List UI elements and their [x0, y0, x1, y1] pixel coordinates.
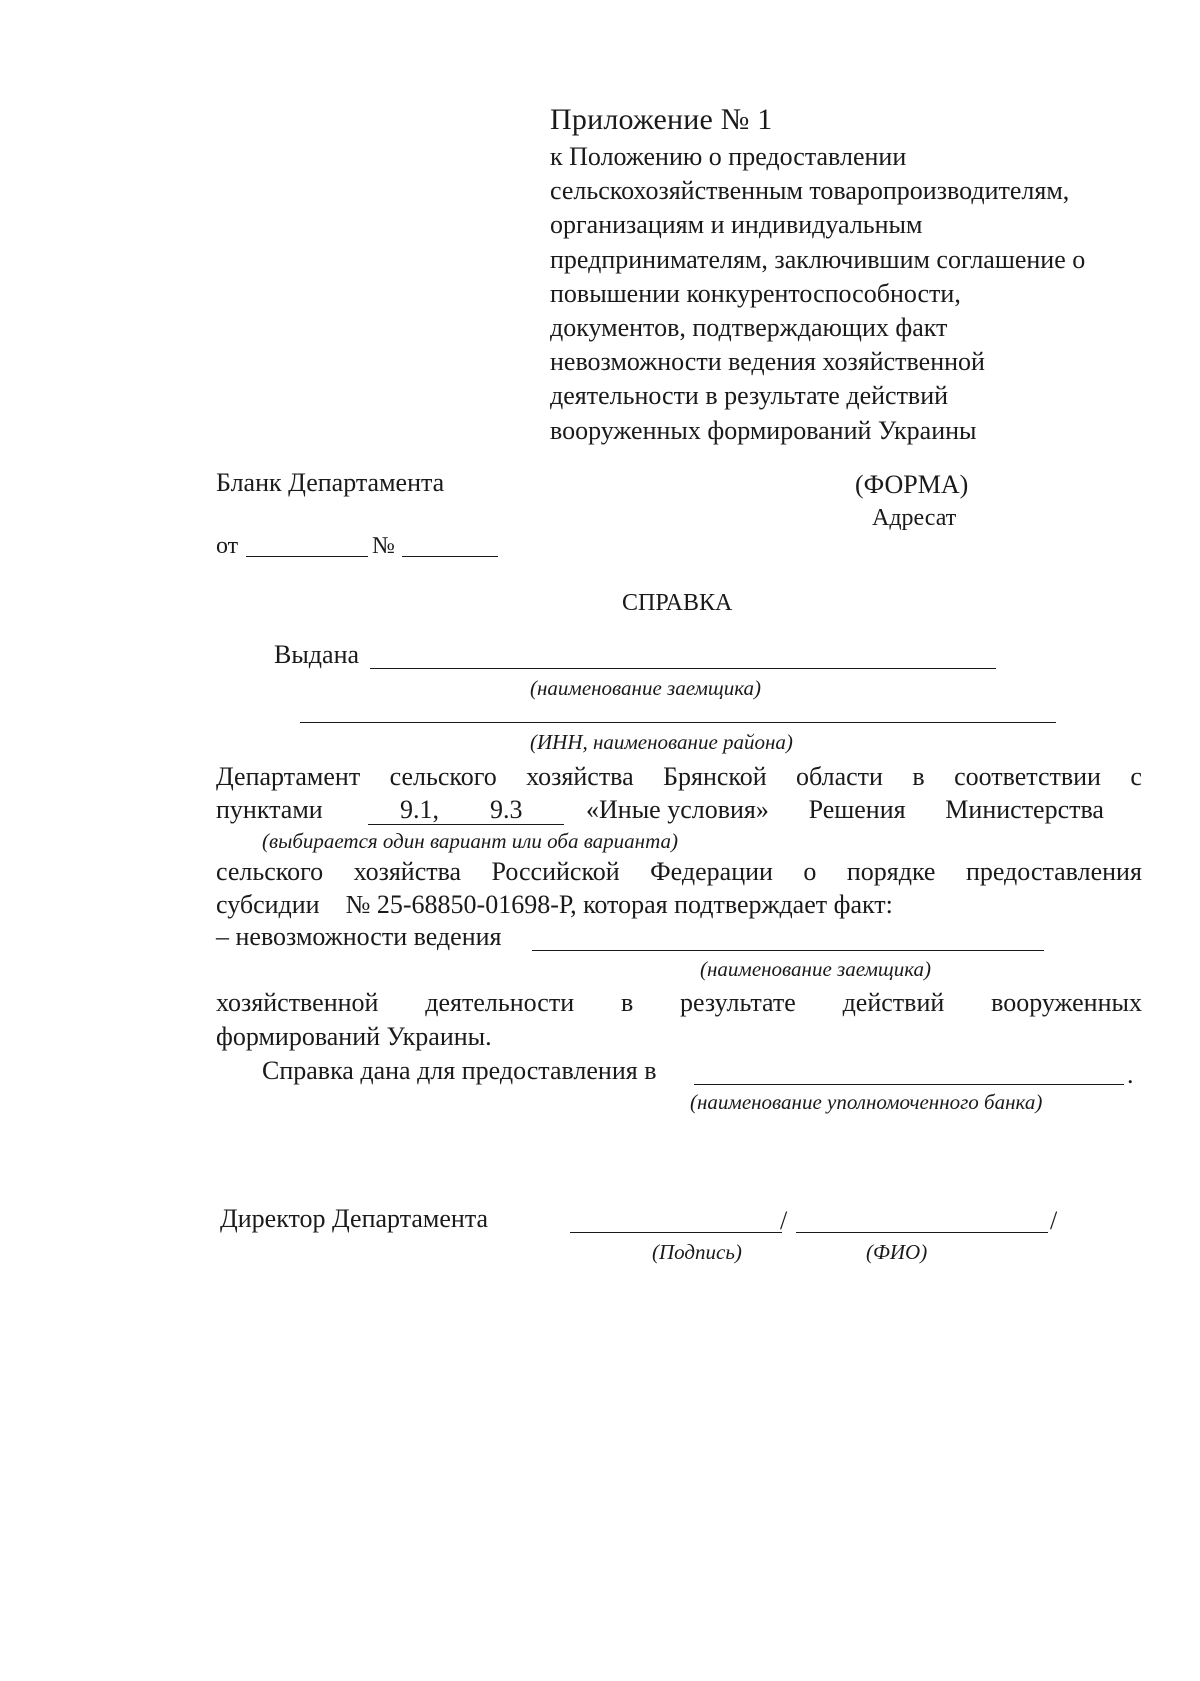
- appendix-title: Приложение № 1: [550, 103, 773, 136]
- slash-2: /: [1050, 1206, 1058, 1235]
- form-label: (ФОРМА): [855, 470, 969, 499]
- para1-line2-rest: [586, 795, 1104, 825]
- appendix-line: организациям и индивидуальным: [550, 210, 923, 240]
- given-label: Справка дана для предоставления в: [262, 1056, 657, 1085]
- word: результате: [680, 988, 796, 1017]
- word: действий: [842, 988, 945, 1017]
- para1-line2-start: пунктами: [216, 795, 323, 824]
- word: хозяйства: [526, 762, 634, 791]
- word: предоставления: [965, 857, 1142, 886]
- appendix-lines: [550, 140, 1150, 448]
- caption-fio: (ФИО): [866, 1240, 928, 1264]
- caption-bank: (наименование уполномоченного банка): [690, 1090, 1043, 1114]
- word: Департамент: [216, 762, 361, 791]
- word: о: [803, 857, 817, 886]
- slash-1: /: [780, 1206, 788, 1235]
- appendix-block: [550, 100, 1150, 448]
- word: соответствии: [954, 762, 1101, 791]
- points-line: [368, 824, 564, 825]
- addressee-label: Адресат: [872, 505, 957, 531]
- number-line: [402, 556, 498, 557]
- caption-borrower: (наименование заемщика): [530, 676, 762, 700]
- word: порядке: [846, 857, 936, 886]
- signature-line: [570, 1232, 782, 1233]
- appendix-line: вооруженных формирований Украины: [550, 415, 977, 445]
- word: хозяйственной: [216, 988, 379, 1017]
- appendix-line: документов, подтверждающих факт: [550, 313, 948, 343]
- caption-sign: (Подпись): [652, 1240, 742, 1264]
- word: деятельности: [425, 988, 575, 1017]
- given-end: .: [1127, 1060, 1134, 1089]
- para2-line1: [216, 857, 1142, 887]
- caption-variant: (выбирается один вариант или оба варианта): [262, 829, 679, 853]
- inn-line: [300, 722, 1056, 723]
- para1-point1: 9.1,: [400, 795, 439, 824]
- fio-line: [796, 1232, 1048, 1233]
- from-label: от: [216, 533, 239, 559]
- appendix-line: предпринимателям, заключившим соглашение о: [550, 244, 1086, 274]
- para4-line1: [216, 988, 1142, 1018]
- word: сельского: [216, 857, 324, 886]
- para1-point2: 9.3: [490, 795, 523, 824]
- word: с: [1130, 762, 1142, 791]
- word: Министерства: [945, 795, 1104, 824]
- director-label: Директор Департамента: [220, 1204, 489, 1233]
- borrower-line: [370, 668, 996, 669]
- para2-line2: субсидии № 25-68850-01698-Р, которая подтверждает факт:: [216, 890, 893, 919]
- appendix-line: невозможности ведения хозяйственной: [550, 347, 985, 377]
- doc-title: СПРАВКА: [622, 590, 733, 616]
- word: Решения: [808, 795, 906, 824]
- word: Федерации: [650, 857, 773, 886]
- appendix-line: деятельности в результате действий: [550, 381, 949, 411]
- word: сельского: [389, 762, 497, 791]
- para4-line2: формирований Украины.: [216, 1022, 492, 1051]
- caption-borrower2: (наименование заемщика): [700, 957, 932, 981]
- word: в: [912, 762, 925, 791]
- number-label: №: [372, 533, 395, 559]
- word: «Иные условия»: [586, 795, 769, 824]
- para1-line1: [216, 762, 1142, 792]
- appendix-line: сельскохозяйственным товаропроизводителям,: [550, 176, 1070, 206]
- word: области: [796, 762, 883, 791]
- word: Брянской: [663, 762, 767, 791]
- bank-line: [694, 1084, 1124, 1085]
- appendix-line: повышении конкурентоспособности,: [550, 278, 961, 308]
- date-line: [246, 556, 368, 557]
- blank-label: Бланк Департамента: [216, 468, 445, 497]
- word: хозяйства: [353, 857, 462, 886]
- caption-inn: (ИНН, наименование района): [530, 730, 793, 754]
- word: в: [620, 988, 634, 1017]
- para3-line1: – невозможности ведения: [216, 922, 502, 951]
- word: вооруженных: [991, 988, 1142, 1017]
- borrower2-line: [532, 950, 1044, 951]
- issued-label: Выдана: [274, 640, 360, 669]
- word: Российской: [491, 857, 620, 886]
- appendix-line: к Положению о предоставлении: [550, 142, 907, 171]
